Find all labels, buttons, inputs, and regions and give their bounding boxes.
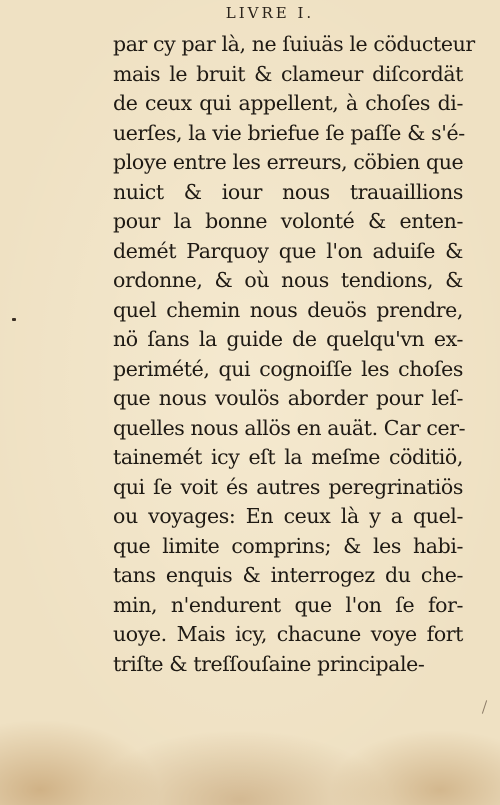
text-line: quel chemin nous deuös prendre, (113, 297, 463, 322)
text-line: uerſes, la vie briefue ſe paſſe & s'é- (113, 120, 465, 145)
running-head: LIVRE I. (225, 4, 315, 22)
text-line: que nous voulös aborder pour leſ- (113, 386, 463, 410)
ink-speck (12, 318, 16, 321)
text-line: par cy par là, ne ſuiuäs le cöducteur (113, 32, 475, 56)
text-line: pour la bonne volonté & enten- (113, 209, 463, 233)
text-line: ordonne, & où nous tendions, & (113, 268, 463, 292)
text-line: de ceux qui appellent, à choſes di- (113, 91, 463, 115)
text-line: tans enquis & interrogez du che- (113, 563, 463, 587)
text-line: perimété, qui cognoiſſe les choſes (113, 356, 463, 381)
text-line: nö ſans la guide de quelqu'vn ex- (113, 327, 463, 351)
text-line: triſte & treſſouſaine principale- (113, 651, 425, 676)
body-text (113, 30, 475, 679)
text-line: mais le bruit & clameur diſcordät (113, 61, 463, 86)
text-line: que limite comprins; & les habi- (113, 533, 463, 558)
text-line: ou voyages: En ceux là y a quel- (113, 504, 463, 528)
paper-mark (482, 700, 487, 714)
text-line: demét Parquoy que l'on aduiſe & (113, 238, 463, 263)
text-line: quelles nous allös en auät. Car cer- (113, 415, 466, 440)
text-line: nuict & iour nous trauaillions (113, 179, 463, 204)
text-line: uoye. Mais icy, chacune voye fort (113, 622, 463, 646)
text-line: qui ſe voit és autres peregrinatiös (113, 474, 463, 499)
text-line: ploye entre les erreurs, cöbien que (113, 150, 464, 174)
text-line: tainemét icy eſt la meſme cöditiö, (113, 445, 463, 469)
text-line: min, n'endurent que l'on ſe for- (113, 592, 463, 617)
